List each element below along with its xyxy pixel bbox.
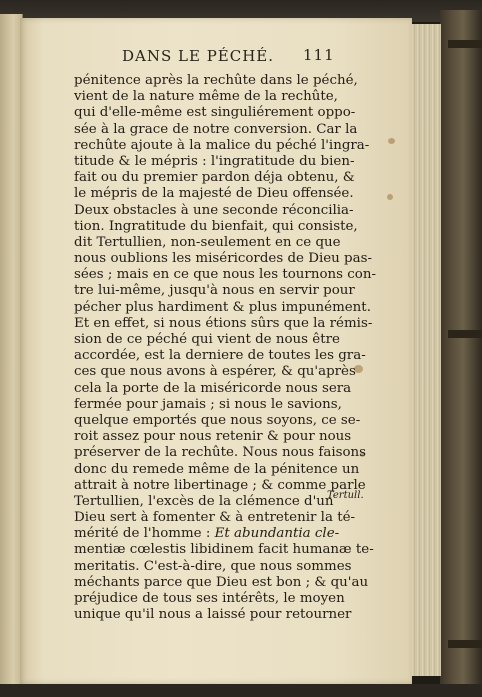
- text-line: unique qu'il nous a laissé pour retourner: [74, 607, 352, 623]
- text-line: tion. Ingratitude du bienfait, qui consiste,: [74, 218, 358, 234]
- text-line: pénitence après la rechûte dans le péché,: [74, 73, 358, 88]
- spine-band: [448, 40, 482, 48]
- spine-band: [448, 330, 482, 338]
- text-line: le mépris de la majesté de Dieu offensée.: [74, 186, 354, 202]
- text-line: préserver de la rechûte. Nous nous faisons: [74, 445, 367, 461]
- book-spine: [440, 10, 482, 690]
- book-cover-bottom: [0, 684, 482, 697]
- text-line: quelque emportés que nous soyons, ce se-: [74, 412, 361, 428]
- text-line: fermée pour jamais ; si nous le savions,: [74, 396, 342, 412]
- text-line: cela la porte de la miséricorde nous sera: [74, 380, 352, 396]
- text-line: rechûte ajoute à la malice du péché l'ingra-: [74, 137, 370, 153]
- foxing-spot: [387, 194, 393, 200]
- text-line: meritatis. C'est-à-dire, que nous sommes: [74, 558, 352, 574]
- text-line: roit assez pour nous retenir & pour nous: [74, 429, 352, 445]
- margin-note: Tertull.: [327, 490, 364, 501]
- text-line: donc du remede même de la pénitence un: [74, 461, 360, 477]
- text-line: ces que nous avons à espérer, & qu'après: [74, 364, 356, 380]
- page-block-edges: [410, 24, 441, 676]
- text-line: sées ; mais en ce que nous les tournons con-: [74, 267, 376, 283]
- text-line: titude & le mépris : l'ingratitude du bien-: [74, 153, 355, 169]
- text-line: accordée, est la derniere de toutes les gra-: [74, 348, 366, 364]
- text-line: pécher plus hardiment & plus impunément.: [74, 299, 371, 315]
- text-line: qui d'elle-même est singuliérement oppo-: [74, 105, 356, 121]
- text-line: Tertullien, l'excès de la clémence d'un: [74, 493, 334, 509]
- text-line: Dieu sert à fomenter & à entretenir la té-: [74, 510, 356, 526]
- text-line: tre lui-même, jusqu'à nous en servir pour: [74, 283, 355, 299]
- text-line-with-latin: [74, 526, 340, 542]
- text-line: nous oublions les miséricordes de Dieu pas-: [74, 251, 372, 267]
- text-line: Et en effet, si nous étions sûrs que la rémis-: [74, 315, 373, 331]
- text-line: préjudice de tous ses intérêts, le moyen: [74, 591, 345, 606]
- text-line: méchants parce que Dieu est bon ; & qu'au: [74, 574, 369, 590]
- page-number: 111: [303, 46, 335, 64]
- text-line: vient de la nature même de la rechûte,: [74, 89, 338, 105]
- text-line: sée à la grace de notre conversion. Car la: [74, 121, 358, 137]
- latin-quote-start: Et abundantia cle-: [214, 526, 340, 542]
- text-line: fait ou du premier pardon déja obtenu, &: [74, 170, 355, 186]
- running-head: DANS LE PÉCHÉ.: [122, 47, 275, 65]
- text-fragment: mérité de l'homme :: [74, 526, 211, 542]
- text-line: attrait à notre libertinage ; & comme parle: [74, 477, 366, 493]
- body-text: [74, 73, 376, 623]
- text-line: Deux obstacles à une seconde réconcilia-: [74, 202, 354, 218]
- spine-band: [448, 640, 482, 648]
- text-line: sion de ce péché qui vient de nous être: [74, 332, 340, 347]
- foxing-spot: [388, 138, 395, 144]
- latin-quote-line: mentiæ cœlestis libidinem facit humanæ te-: [74, 542, 374, 558]
- text-line: dit Tertullien, non-seulement en ce que: [74, 234, 341, 250]
